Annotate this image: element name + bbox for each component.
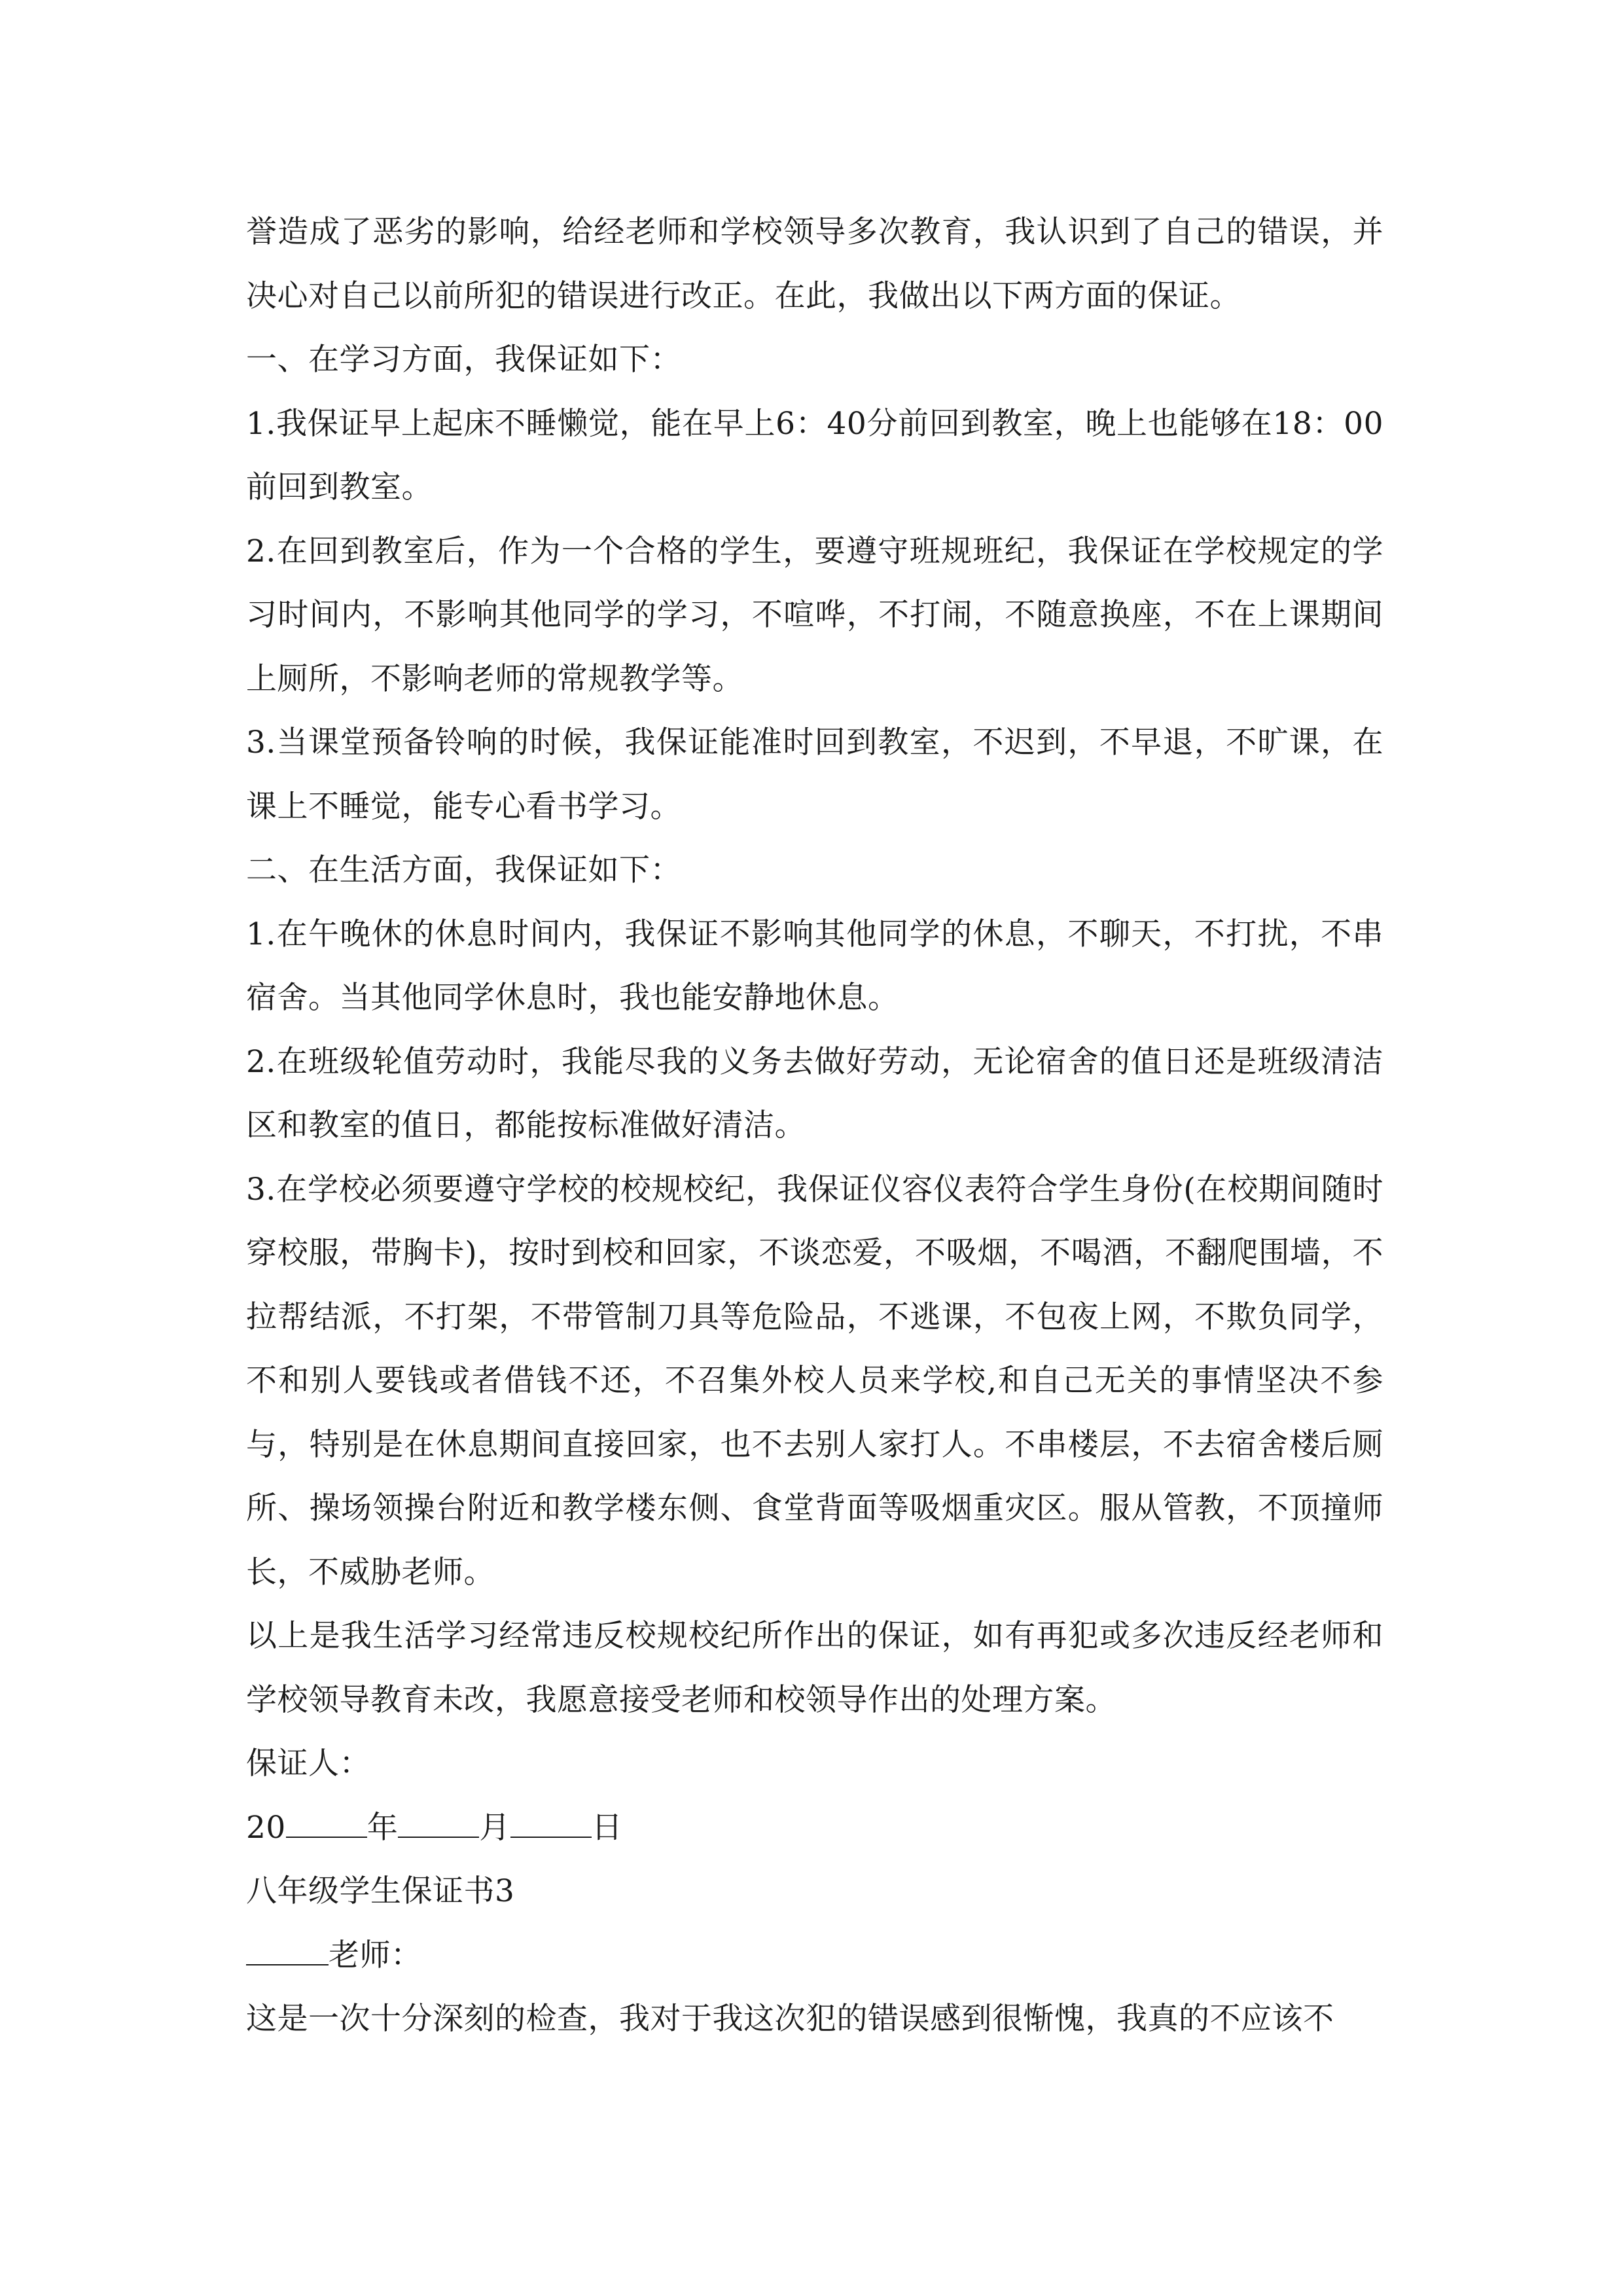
date-day-label: 日 (591, 1809, 623, 1846)
study-item-1: 1.我保证早上起床不睡懒觉，能在早上6：40分前回到教室，晚上也能够在18：00前回到教室。 (246, 405, 1383, 505)
month-blank (398, 1803, 479, 1838)
date-line (246, 1796, 1383, 1860)
closing-paragraph: 以上是我生活学习经常违反校规校纪所作出的保证，如有再犯或多次违反经老师和学校领导教育未改，我愿意接受老师和校领导作出的处理方案。 (246, 1618, 1383, 1718)
life-item-2: 2.在班级轮值劳动时，我能尽我的义务去做好劳动，无论宿舍的值日还是班级清洁区和教室的值日，都能按标准做好清洁。 (246, 1043, 1383, 1143)
day-blank (510, 1803, 592, 1838)
document-body (246, 200, 1383, 2051)
date-prefix: 20 (246, 1809, 286, 1846)
paragraph-intro: 誉造成了恶劣的影响，给经老师和学校领导多次教育，我认识到了自己的错误，并决心对自己以前所犯的错误进行改正。在此，我做出以下两方面的保证。 (246, 214, 1383, 314)
life-item-3: 3.在学校必须要遵守学校的校规校纪，我保证仪容仪表符合学生身份(在校期间随时穿校服，带胸卡)，按时到校和回家，不谈恋爱，不吸烟，不喝酒，不翻爬围墙，不拉帮结派，不打架，不带管制刀具等危险品，不逃课，不包夜上网，不欺负同学，不和别人要钱或者借钱不还，不召集外校人员来学校,和自己无关的事情坚决不参与，特别是在休息期间直接回家，也不去别人家打人。不串楼层，不去宿舍楼后厕所、操场领操台附近和教学楼东侧、食堂背面等吸烟重灾区。服从管教，不顶撞师长，不威胁老师。 (246, 1171, 1383, 1590)
teacher-name-blank (246, 1930, 329, 1965)
study-item-2: 2.在回到教室后，作为一个合格的学生，要遵守班规班纪，我保证在学校规定的学习时间内，不影响其他同学的学习，不喧哗，不打闹，不随意换座，不在上课期间上厕所，不影响老师的常规教学等。 (246, 533, 1383, 697)
heading-study: 一、在学习方面，我保证如下： (246, 342, 681, 378)
salutation-line (246, 1924, 1383, 1988)
study-item-3: 3.当课堂预备铃响的时候，我保证能准时回到教室，不迟到，不早退，不旷课，在课上不睡觉，能专心看书学习。 (246, 725, 1383, 825)
date-year-label: 年 (366, 1809, 399, 1846)
guarantor-label: 保证人： (246, 1746, 370, 1782)
final-paragraph: 这是一次十分深刻的检查，我对于我这次犯的错误感到很惭愧，我真的不应该不 (246, 2001, 1334, 2037)
year-blank (286, 1803, 367, 1838)
section-title: 八年级学生保证书3 (246, 1873, 515, 1909)
date-month-label: 月 (479, 1809, 510, 1846)
heading-life: 二、在生活方面，我保证如下： (246, 852, 681, 888)
life-item-1: 1.在午晚休的休息时间内，我保证不影响其他同学的休息，不聊天，不打扰，不串宿舍。当其他同学休息时，我也能安静地休息。 (246, 916, 1383, 1016)
salutation: 老师： (329, 1937, 422, 1973)
